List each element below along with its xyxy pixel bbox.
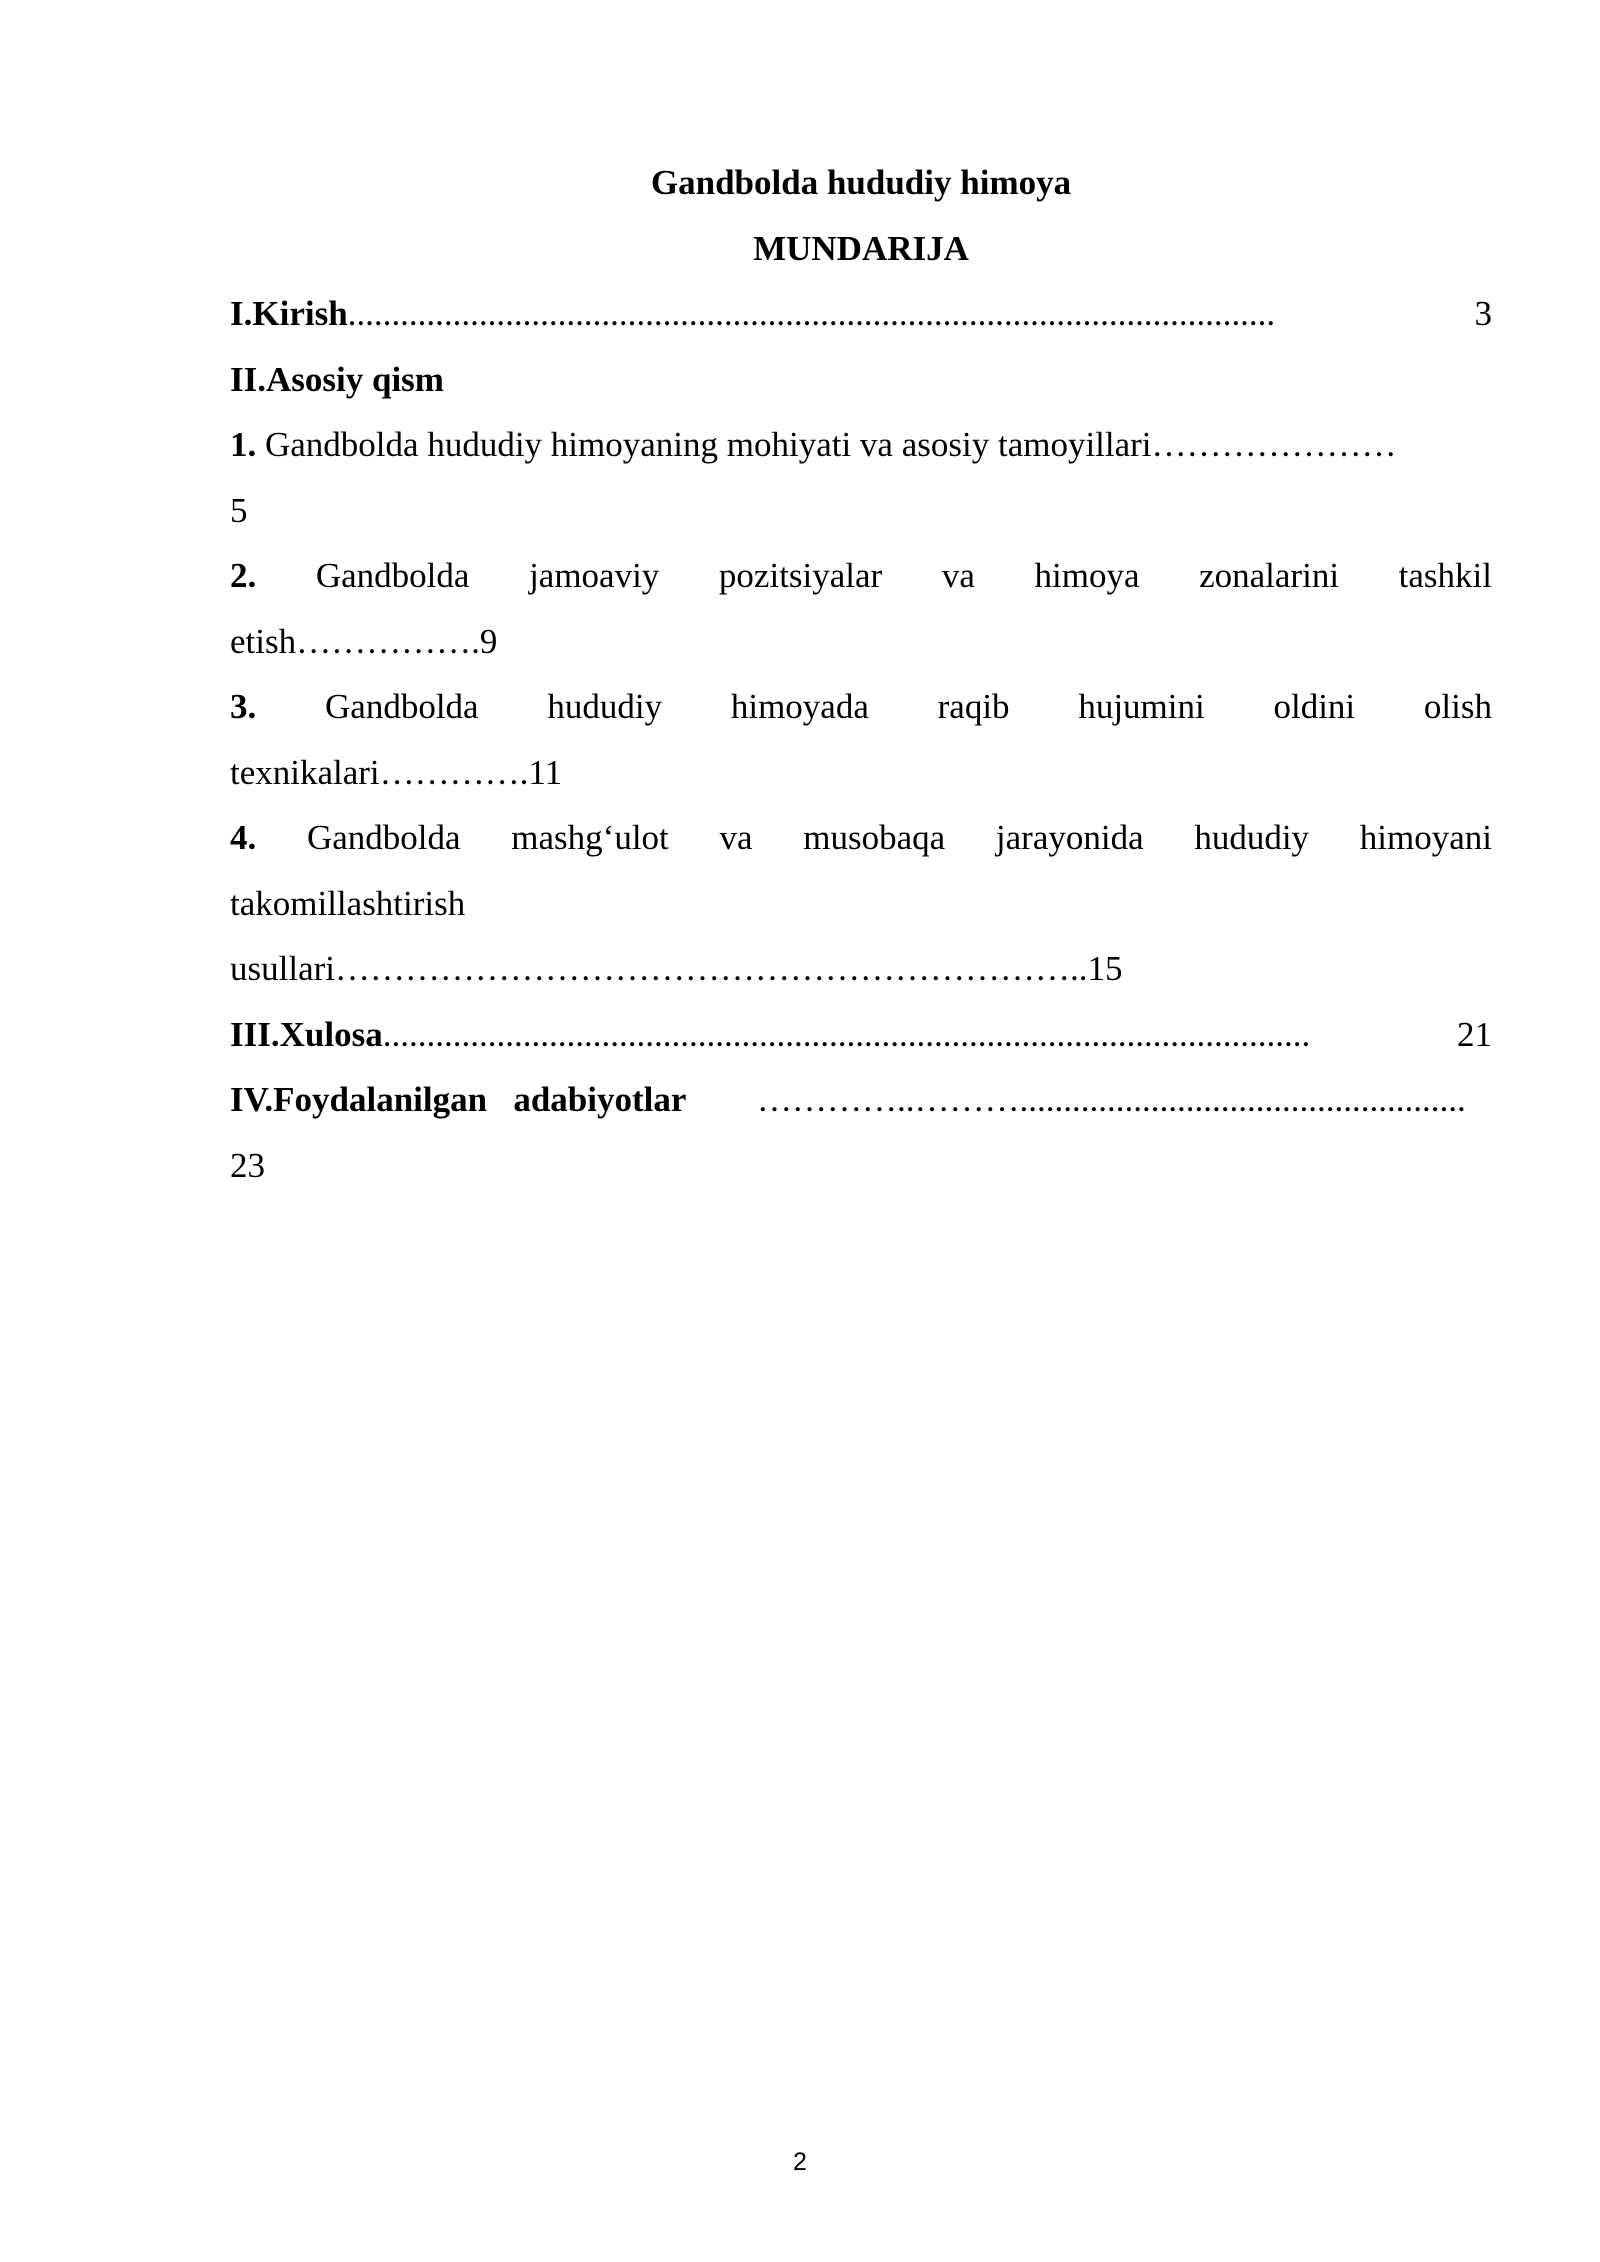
table-of-contents bbox=[230, 150, 1492, 1198]
toc-page-number: 3 bbox=[1474, 294, 1492, 333]
document-title: Gandbolda hududiy himoya bbox=[650, 163, 1072, 202]
toc-entry-kirish bbox=[230, 281, 1492, 347]
toc-heading: MUNDARIJA bbox=[753, 228, 969, 268]
toc-entry-1 bbox=[230, 412, 1492, 478]
toc-entry-label: IV.Foydalanilgan adabiyotlar bbox=[230, 1080, 687, 1119]
toc-entry-number: 1. bbox=[230, 425, 257, 464]
toc-page-number: 21 bbox=[1457, 1014, 1492, 1054]
page-number: 2 bbox=[793, 2148, 807, 2176]
toc-entry-text: Gandbolda hududiy himoyada raqib hujumini oldini olish bbox=[256, 687, 1492, 726]
toc-entry-3 bbox=[230, 674, 1492, 740]
toc-leader-dots: .......................................................................................................... bbox=[382, 1014, 1311, 1054]
toc-entry-text: Gandbolda jamoaviy pozitsiyalar va himoya zonalarini tashkil bbox=[256, 556, 1492, 595]
toc-entry-2-continued: etish…………….9 bbox=[230, 621, 498, 661]
toc-entry-xulosa bbox=[230, 1002, 1492, 1068]
toc-entry-4 bbox=[230, 805, 1492, 871]
toc-entry-number: 4. bbox=[230, 818, 257, 857]
toc-leader-dots: .......................................................................................................... bbox=[347, 294, 1276, 333]
toc-leader-dots: ...................................................………..………… bbox=[757, 1080, 1492, 1119]
toc-entry-4-continued-2: usullari………………………………………………………..15 bbox=[230, 949, 1123, 988]
toc-entry-text: Gandbolda hududiy himoyaning mohiyati va asosiy tamoyillari………………… bbox=[256, 425, 1397, 464]
toc-page-number: 23 bbox=[230, 1145, 265, 1185]
toc-entry-label: I.Kirish bbox=[230, 294, 348, 333]
toc-entry-number: 2. bbox=[230, 556, 257, 595]
toc-entry-number: 3. bbox=[230, 687, 257, 726]
toc-entry-label: III.Xulosa bbox=[230, 1014, 383, 1054]
toc-entry-text: Gandbolda mashg‘ulot va musobaqa jarayonida hududiy himoyani bbox=[256, 818, 1492, 857]
toc-entry-asosiy: II.Asosiy qism bbox=[230, 359, 444, 399]
toc-page-number: 5 bbox=[230, 490, 248, 530]
toc-entry-3-continued: texnikalari………….11 bbox=[230, 752, 563, 792]
toc-entry-2 bbox=[230, 543, 1492, 609]
toc-entry-adabiyot bbox=[230, 1067, 1492, 1133]
toc-entry-4-continued: takomillashtirish bbox=[230, 883, 466, 923]
